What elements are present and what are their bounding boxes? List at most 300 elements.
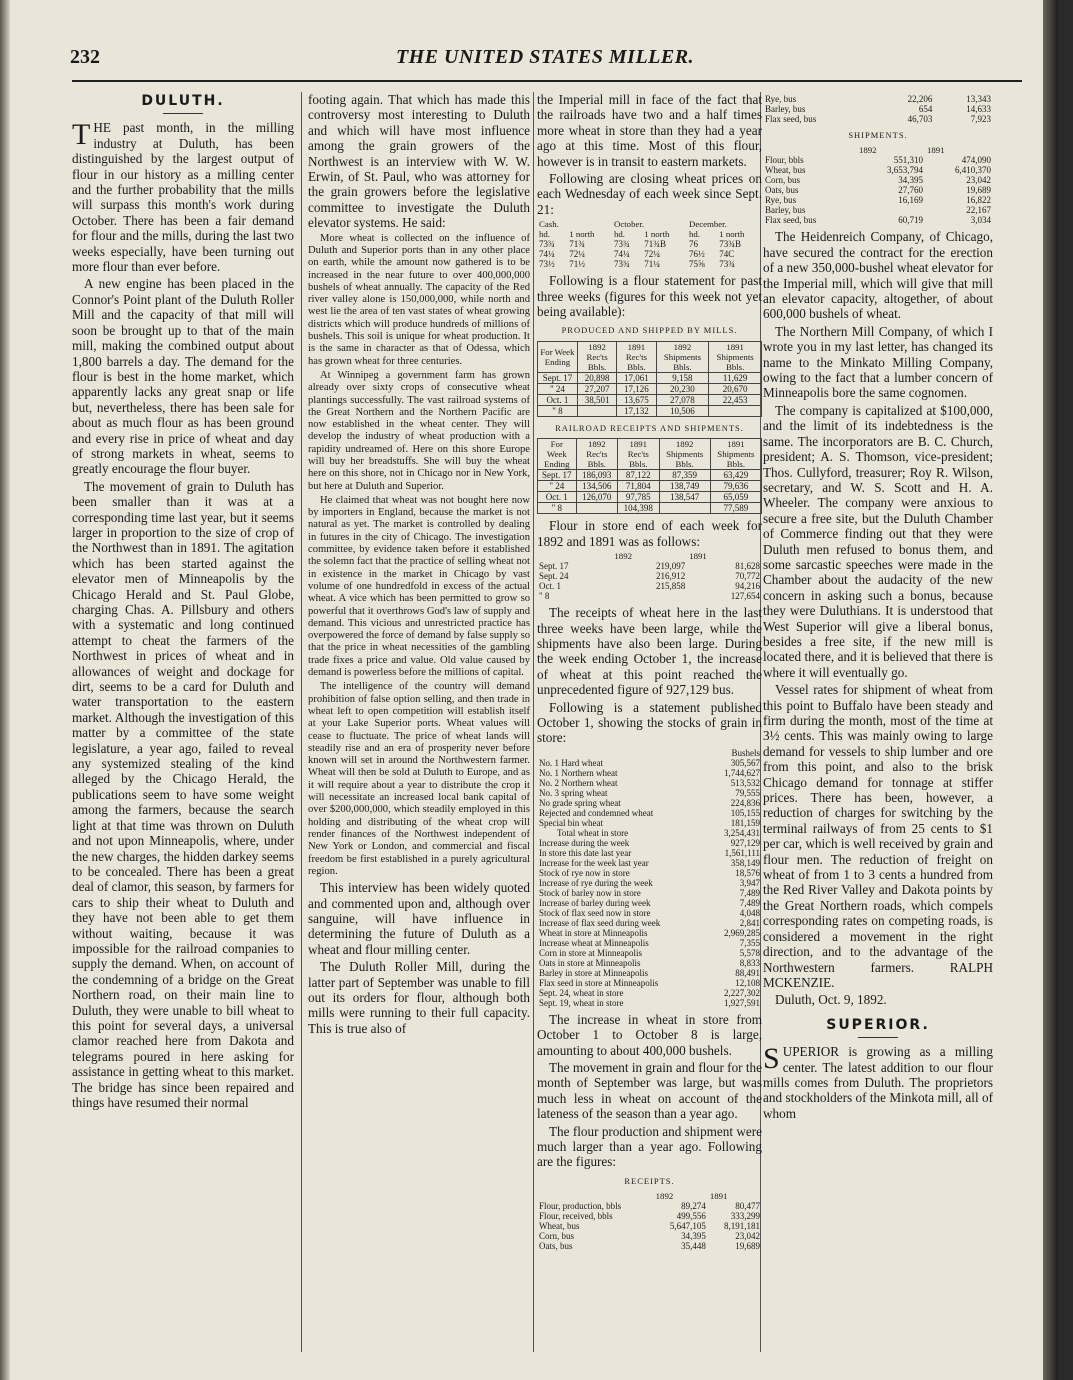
- table-row: [537, 838, 762, 848]
- table-cell: 333,299: [730, 1211, 760, 1222]
- table-row: [537, 908, 762, 918]
- prices-header: Cash.: [539, 219, 559, 230]
- table-header-cell: 1891 Shipments Bbls.: [709, 341, 762, 372]
- table-cell: 88,491: [735, 967, 760, 978]
- stocks-total-label: Total wheat in store: [557, 827, 629, 838]
- article-paragraph: The Heidenreich Company, of Chicago, have secured the contract for the erection of a new 350,000-bushel wheat elevator for the Imperial mill, which will give that mill an elevator capacity, altogether, of about 600,000 bushels of wheat.: [763, 229, 993, 322]
- table-row: [537, 768, 762, 778]
- table-cell: 76: [688, 239, 698, 250]
- table-cell: 80,477: [735, 1201, 760, 1212]
- table-cell: Barley, bus: [765, 205, 806, 216]
- table-cell: 74¼: [613, 249, 630, 260]
- table-cell: Oats, bus: [539, 1241, 573, 1252]
- table-row: [537, 878, 762, 888]
- article-paragraph: Following is a flour statement for past three weeks (figures for this week not yet being available):: [537, 273, 762, 320]
- table-cell: Rye, bus: [765, 195, 797, 206]
- table-cell: Wheat in store at Minneapolis: [539, 927, 648, 938]
- table-cell: 3,947: [739, 877, 760, 888]
- table-cell: " 24: [538, 481, 577, 492]
- table-cell: 1,927,591: [724, 997, 760, 1008]
- table-row: [537, 958, 762, 968]
- table-row: [537, 808, 762, 818]
- table-cell: 17,061: [617, 372, 656, 383]
- table-cell: 2,841: [739, 917, 760, 928]
- receipts-continued-table: [763, 94, 993, 124]
- table-cell: 215,858: [655, 581, 686, 592]
- table-cell: 927,129: [730, 837, 760, 848]
- table-row: [537, 948, 762, 958]
- article-paragraph: the Imperial mill in face of the fact that the railroads have two and a half times more wheat in store than they had a year ago at this time. Most of this flour, however is in transit to eastern markets.: [537, 92, 762, 169]
- table-cell: 138,749: [659, 481, 710, 492]
- section-heading-duluth: DULUTH.: [141, 93, 225, 109]
- table-row: [537, 778, 762, 788]
- article-paragraph: The movement of grain to Duluth has been smaller than it was at a corresponding time last year, but it seems larger in proportion to the size of crop of the Northwest than in 1891. The agitation which has been started against the elevator men of Minneapolis by the Chicago Herald and St. Paul Globe, charging Chas. A. Pillsbury and others with a systematic and long continued attempt to cheat the farmers of the Northwest in prices of wheat and in allowances of weight and dockage for dirt, seems to be a card for Duluth and water transportation to the eastern market. Although the investigation of this matter by a committee of the state legislature, a year ago, failed to reveal any systemized stealing of the kind alleged by the Chicago Herald, the publications seem to have some weight among the farmers, because the search light at that time was thrown on Duluth and not upon Minneapolis, where, under the new charges, the hidden darkey seems to be concealed. There has been a great deal of clamor, this season, by farmers for cars to ship their wheat to Duluth and they have not been able to get them without waiting, because it was impossible for the railroad companies to supply the demand. When, on account of the condemning of a bridge on the Great Northern road, on their main line to Duluth, they were unable to bill wheat to this point for several days, a universal clamor reached here from Dakota and telegrams poured in here asking for assistance in getting wheat to this market. The bridge has since been repaired and things have resumed their normal: [72, 478, 294, 1110]
- table-cell: Flax seed, bus: [765, 114, 817, 124]
- table-cell: Stock of rye now in store: [539, 867, 630, 878]
- stocks-unit: Bushels: [731, 747, 760, 758]
- column-1: [72, 92, 294, 1364]
- table-cell: " 8: [539, 591, 550, 602]
- table-cell: 105,155: [730, 807, 760, 818]
- railroad-table-title: RAILROAD RECEIPTS AND SHIPMENTS.: [555, 422, 744, 433]
- table-cell: 4,048: [739, 907, 760, 918]
- table-cell: No. 1 Hard wheat: [539, 757, 603, 768]
- table-cell: 7,489: [739, 897, 760, 908]
- running-title: THE UNITED STATES MILLER.: [395, 46, 695, 68]
- table-cell: Flour, bbls: [765, 155, 804, 166]
- table-header-cell: 1892: [655, 1191, 674, 1202]
- table-cell: 73½: [539, 259, 555, 270]
- table-row: [537, 1201, 762, 1211]
- article-paragraph: [763, 682, 993, 990]
- table-header-cell: For Week Ending: [538, 341, 578, 372]
- table-cell: 216,912: [655, 571, 686, 582]
- article-paragraph: A new engine has been placed in the Connor's Point plant of the Duluth Roller Mill and the capacity of that mill will soon be brought up to that of the main mill, making the combined output about 1,800 barrels a day. The demand for the flour is best in the home market, which apparently lacks any great snap or life but, nevertheless, there has been sale for about as much flour as has been ground and every rise in price of wheat and day of strong markets in wheat, seems to greatly encourage the flour buyer.: [72, 276, 294, 477]
- article-paragraph: Following is a statement published October 1, showing the stocks of grain in store:: [537, 699, 762, 746]
- table-cell: Increase for the week last year: [539, 857, 649, 868]
- table-cell: 18,576: [735, 867, 760, 878]
- table-cell: Flax seed in store at Minneapolis: [539, 977, 659, 988]
- table-row: [537, 758, 762, 768]
- table-header-cell: hd.: [688, 229, 700, 240]
- table-header-cell: [763, 145, 857, 155]
- table-header-cell: 1 north: [719, 229, 745, 240]
- table-cell: 6,410,370: [955, 165, 991, 176]
- table-cell: Special bin wheat: [539, 817, 603, 828]
- table-cell: 22,453: [709, 394, 762, 405]
- table-cell: 14,633: [966, 104, 991, 114]
- table-header-cell: 1891 Rec'ts Bbls.: [618, 439, 659, 470]
- table-cell: 8,833: [739, 957, 760, 968]
- table-cell: 72¼: [569, 249, 586, 260]
- table-cell: Flax seed, bus: [765, 215, 817, 226]
- table-cell: 87,359: [659, 470, 710, 481]
- table-cell: 75⅝: [688, 259, 705, 270]
- table-cell: 34,395: [898, 175, 923, 186]
- table-cell: No. 1 Northern wheat: [539, 767, 618, 778]
- table-cell: Increase of barley during week: [539, 897, 651, 908]
- table-cell: " 24: [538, 383, 578, 394]
- drop-cap: S: [763, 1042, 780, 1076]
- table-row: [763, 114, 993, 124]
- table-row: [537, 561, 762, 571]
- table-cell: Increase wheat at Minneapolis: [539, 937, 649, 948]
- table-cell: 474,090: [961, 155, 991, 166]
- table-cell: 17,132: [617, 405, 656, 416]
- flour-in-store-table: [537, 551, 762, 601]
- table-cell: Corn, bus: [539, 1231, 575, 1242]
- table-header-cell: 1892 Shipments Bbls.: [659, 439, 710, 470]
- table-row: [537, 898, 762, 908]
- table-cell: 305,567: [730, 757, 760, 768]
- table-cell: 22,167: [966, 205, 991, 216]
- author-signature: RALPH MCKENZIE.: [763, 959, 993, 990]
- column-4: [763, 92, 993, 1364]
- table-cell: 16,169: [898, 195, 923, 206]
- table-cell: 16,822: [966, 195, 991, 206]
- table-cell: 654: [918, 104, 933, 114]
- table-cell: 71¾: [569, 239, 586, 250]
- table-cell: 551,310: [893, 155, 923, 166]
- table-cell: Sept. 17: [539, 561, 569, 572]
- table-cell: " 8: [538, 503, 577, 514]
- page-header: [70, 46, 1020, 74]
- table-cell: 22,206: [907, 94, 933, 104]
- article-paragraph: footing again. That which has made this controversy most interesting to Duluth and which will have most influence among the grain growers of the Northwest is an interview with W. W. Erwin, of St. Paul, who was attorney for the grain growers before the legislative committee to investigate the Duluth elevator systems. He said:: [308, 92, 530, 231]
- table-row: [763, 205, 993, 215]
- table-row: [538, 492, 762, 503]
- article-paragraph: [763, 1044, 993, 1121]
- table-cell: 38,501: [577, 394, 616, 405]
- table-cell: 74C: [719, 249, 735, 260]
- table-cell: Corn in store at Minneapolis: [539, 947, 642, 958]
- article-paragraph: Following are closing wheat prices on each Wednesday of each week since Sept. 21:: [537, 171, 762, 217]
- table-header-cell: [537, 1191, 654, 1201]
- table-header-cell: 1 north: [569, 229, 595, 240]
- table-cell: 71½: [569, 259, 586, 270]
- table-header-row: [538, 341, 762, 372]
- table-cell: 513,532: [730, 777, 760, 788]
- table-cell: Increase of rye during the week: [539, 877, 653, 888]
- article-paragraph: The Duluth Roller Mill, during the latter part of September was unable to fill out its orders for flour, although both mills were running to their full capacity. This is true also of: [308, 959, 530, 1036]
- article-paragraph: The Northern Mill Company, of which I wrote you in my last letter, has changed its name to the Minkato Milling Company, owing to the fact that a lumber concern of Minneapolis bore the same cognomen.: [763, 323, 993, 401]
- table-row: [763, 94, 993, 104]
- table-cell: 74¼: [539, 249, 555, 260]
- table-cell: Flour, production, bbls: [539, 1201, 622, 1212]
- table-row: [537, 978, 762, 988]
- table-cell: 11,629: [709, 372, 762, 383]
- column-divider: [301, 92, 302, 1352]
- table-cell: Barley in store at Minneapolis: [539, 967, 648, 978]
- table-cell: 8,191,181: [724, 1221, 760, 1232]
- prices-header: December.: [688, 219, 727, 230]
- table-cell: 19,689: [966, 185, 991, 196]
- table-cell: Barley, bus: [765, 104, 806, 114]
- table-row: [763, 195, 993, 205]
- table-cell: 126,070: [576, 492, 617, 503]
- table-header-cell: 1892: [858, 145, 877, 156]
- table-cell: 13,343: [966, 94, 991, 104]
- table-cell: Sept. 24: [539, 571, 569, 582]
- table-row: [537, 928, 762, 938]
- table-cell: Stock of flax seed now in store: [539, 907, 651, 918]
- table-cell: 138,547: [659, 492, 710, 503]
- table-cell: Oats in store at Minneapolis: [539, 957, 641, 968]
- table-row: [537, 239, 762, 249]
- table-row: [537, 1241, 762, 1251]
- table-cell: Increase during the week: [539, 837, 630, 848]
- table-cell: 71,804: [618, 481, 659, 492]
- table-row: [537, 1211, 762, 1221]
- table-cell: 9,158: [656, 372, 709, 383]
- table-cell: 20,670: [709, 383, 762, 394]
- table-header-row: [537, 229, 762, 239]
- table-row: [763, 155, 993, 165]
- article-paragraph: The flour production and shipment were much larger than a year ago. Following are the figures:: [537, 1123, 762, 1170]
- table-cell: 73¾: [613, 259, 630, 270]
- table-row: [538, 503, 762, 514]
- table-cell: 10,506: [656, 405, 709, 416]
- produced-table-title: PRODUCED AND SHIPPED BY MILLS.: [561, 325, 738, 336]
- table-row: [763, 215, 993, 225]
- table-cell: 5,578: [739, 947, 760, 958]
- table-cell: 20,230: [656, 383, 709, 394]
- receipts-table: [537, 1191, 762, 1251]
- table-header-cell: 1892 Shipments Bbls.: [656, 341, 709, 372]
- table-header-cell: For Week Ending: [538, 439, 577, 470]
- table-cell: 3,653,794: [886, 165, 923, 176]
- table-cell: [857, 205, 925, 215]
- header-rule: [72, 80, 1022, 82]
- table-header-cell: 1891 Shipments Bbls.: [710, 439, 761, 470]
- table-cell: 219,097: [655, 561, 686, 572]
- table-header-cell: 1 north: [644, 229, 670, 240]
- table-cell: [659, 503, 710, 514]
- table-row: [537, 858, 762, 868]
- table-row: [538, 481, 762, 492]
- table-cell: Oct. 1: [538, 394, 578, 405]
- table-cell: Wheat, bus: [539, 1221, 580, 1232]
- shipments-table: [763, 145, 993, 225]
- table-cell: [612, 591, 687, 601]
- dateline: Duluth, Oct. 9, 1892.: [775, 992, 887, 1008]
- article-paragraph: The movement in grain and flour for the month of September was large, but was much less in wheat on account of the lateness of the season than a year ago.: [537, 1059, 762, 1122]
- table-cell: 60,719: [898, 215, 923, 226]
- table-cell: 81,628: [735, 561, 760, 572]
- table-header-cell: 1891: [689, 551, 707, 562]
- table-cell: 89,274: [681, 1201, 706, 1212]
- table-header-row: [763, 145, 993, 155]
- table-row: [538, 383, 762, 394]
- table-cell: Oct. 1: [538, 492, 577, 503]
- table-cell: 358,149: [730, 857, 760, 868]
- table-cell: 7,355: [739, 937, 760, 948]
- produced-shipped-table: [537, 341, 762, 417]
- paragraph-text: UPERIOR is growing as a milling center. The latest addition to our flour mills comes from Duluth. The proprietors and stockholders of the Minkota mill, all of whom: [763, 1044, 993, 1121]
- table-cell: 71¾B: [644, 239, 667, 250]
- table-cell: Sept. 17: [538, 470, 577, 481]
- table-row: [537, 888, 762, 898]
- article-paragraph: The increase in wheat in store from October 1 to October 8 is large, amounting to about 400,000 bushels.: [537, 1011, 762, 1058]
- table-cell: 224,836: [730, 797, 760, 808]
- quoted-paragraph: The intelligence of the country will demand prohibition of false option selling, and then trade in wheat left to open competition will establish itself at your Lake Superior ports. Wheat values will cease to fluctuate. The price of wheat lands will steadily rise and an era of prosperity never before known will set in around the Northwestern farmer. Wheat will then be sold at Duluth to Europe, and as it will require about a year to distribute the crop it will necessitate an increased local bank capital of over $200,000,000, which steadily employed in this holding and distributing of the wheat crop will render finances of the Northwest independent of New York or London, and commercial and fiscal freedom be first established in a purely agricultural region.: [308, 681, 530, 877]
- table-cell: Corn, bus: [765, 175, 801, 186]
- table-cell: 20,898: [577, 372, 616, 383]
- table-cell: No. 2 Northern wheat: [539, 777, 618, 788]
- table-cell: 79,636: [710, 481, 761, 492]
- heading-rule: [858, 1037, 898, 1038]
- table-cell: Rejected and condemned wheat: [539, 807, 654, 818]
- table-header-row: [538, 439, 762, 470]
- quoted-paragraph: He claimed that wheat was not bought here now by importers in England, because the market is not natural as yet. The market is controlled by dealing in futures in the city of Chicago. The investigation committee, by evidence taken before it established the solemn fact that the practice of selling wheat not in existence in the market in Chicago by vast volume of one hundredfold in excess of the actual wheat. A vice which has been permitted to grow so powerful that it overthrows God's law of supply and demand. This vicious and unrestricted practice has overpowered the force of demand by false supply so that the price in wheat necessities of the gambling trade fixes a price and value. Old value caused by demand is powerless before the millions of capital.: [308, 494, 530, 679]
- table-cell: 127,654: [730, 591, 760, 602]
- table-cell: 1,561,111: [724, 847, 760, 858]
- article-paragraph: Flour in store end of each week for 1892 and 1891 was as follows:: [537, 518, 762, 549]
- table-header-row: [537, 1191, 762, 1201]
- table-row: [537, 249, 762, 259]
- table-cell: 3,034: [970, 215, 991, 226]
- table-cell: Rye, bus: [765, 94, 797, 104]
- table-row: [537, 1231, 762, 1241]
- table-cell: Increase of flax seed during week: [539, 917, 661, 928]
- prices-header: October.: [613, 219, 645, 230]
- column-3: [537, 92, 762, 1364]
- section-heading-superior: SUPERIOR.: [826, 1016, 930, 1033]
- paragraph-text: Vessel rates for shipment of wheat from this point to Buffalo have been steady and firm during the month, most of the time at 3½ cents. This was mainly owing to large demand for vessels to ship lumber and ore from this point, and also to the brisk Chicago demand for tonnage at stiffer prices. There has been, however, a reduction of charges for switching by the terminal railways of from 25 cents to $1 per car, which is well received by grain and flour men. The reduction of freight on wheat of from 1 to 3 cents a hundred from the Red River Valley and Dakota points by the Great Northern roads, which compels corresponding rates on competing roads, is considered a movement in the right direction, and to the advantage of the Northwestern farmers.: [763, 682, 993, 975]
- table-header-cell: [537, 551, 612, 561]
- table-header-cell: 1891 Rec'ts Bbls.: [617, 341, 656, 372]
- table-cell: 134,506: [576, 481, 617, 492]
- table-row: [537, 848, 762, 858]
- stocks-total-value: 3,254,431: [724, 827, 760, 838]
- table-header-cell: 1892: [614, 551, 632, 562]
- table-cell: 2,227,302: [724, 987, 760, 998]
- table-cell: Stock of barley now in store: [539, 887, 641, 898]
- table-cell: 35,448: [681, 1241, 706, 1252]
- table-cell: 186,093: [576, 470, 617, 481]
- table-row: [763, 175, 993, 185]
- table-cell: 76½: [688, 249, 705, 260]
- shipments-table-title: SHIPMENTS.: [848, 130, 908, 140]
- table-cell: 13,675: [617, 394, 656, 405]
- table-header-cell: hd.: [539, 229, 550, 240]
- table-row: [538, 394, 762, 405]
- table-row: [537, 988, 762, 998]
- table-cell: Wheat, bus: [765, 165, 806, 176]
- table-cell: 19,689: [735, 1241, 760, 1252]
- table-cell: 2,969,285: [724, 927, 760, 938]
- heading-rule: [163, 113, 203, 114]
- table-cell: 12,108: [735, 977, 760, 988]
- table-cell: 7,923: [970, 114, 991, 124]
- table-cell: 46,703: [907, 114, 933, 124]
- column-2: [308, 92, 530, 1364]
- table-cell: 499,556: [676, 1211, 706, 1222]
- table-row: [537, 938, 762, 948]
- table-header-cell: 1892 Rec'ts Bbls.: [577, 341, 616, 372]
- table-cell: 27,760: [898, 185, 923, 196]
- table-cell: Sept. 24, wheat in store: [539, 987, 624, 998]
- table-row: [537, 571, 762, 581]
- table-cell: 181,159: [730, 817, 760, 828]
- quoted-paragraph: More wheat is collected on the influence of Duluth and Superior ports than in any other place on earth, while the amount now gathered is to be increased in the near future to over 400,000,000 bushels of wheat annually. The capacity of the Red river valley alone is 150,000,000, while north and west lie the area of ten vast states of wheat growing districts which will produce hundreds of millions of bushels. This soil is unique for wheat production. It is the same in character as that of Odessa, which has grown wheat for three centuries.: [308, 232, 530, 367]
- table-row: [537, 259, 762, 269]
- article-paragraph: This interview has been widely quoted and commented upon and, although over sanguine, will have influence in determining the future of Duluth as a wheat and flour milling center.: [308, 880, 530, 957]
- table-row: [538, 405, 762, 416]
- table-row: [763, 185, 993, 195]
- table-row: [537, 581, 762, 591]
- table-cell: " 8: [538, 405, 578, 416]
- table-row: [537, 1221, 762, 1231]
- table-row: [537, 818, 762, 828]
- page-binding-edge: [1043, 0, 1058, 1380]
- table-cell: 65,059: [710, 492, 761, 503]
- table-cell: In store this date last year: [539, 847, 632, 858]
- table-cell: 73¾: [719, 259, 735, 270]
- table-cell: 73¾: [539, 239, 555, 250]
- table-cell: Oats, bus: [765, 185, 799, 196]
- table-cell: 27,207: [577, 383, 616, 394]
- drop-cap: T: [72, 118, 91, 152]
- table-cell: 73¾: [613, 239, 630, 250]
- table-cell: 97,785: [618, 492, 659, 503]
- quoted-paragraph: At Winnipeg a government farm has grown already over sixty crops of consecutive wheat plantings successfully. The vast railroad systems of the Great Northern and the Northern Pacific are now established in the wheat center. They will develop the industry of wheat production with a rapidity undreamed of. Here on this shore Europe will buy her breadstuffs. She will buy the wheat here on this shore, not in Chicago nor in New York, but here at Duluth and Superior.: [308, 369, 530, 492]
- table-cell: No. 3 spring wheat: [539, 787, 608, 798]
- table-cell: 23,042: [735, 1231, 760, 1242]
- table-header-cell: 1891: [926, 145, 945, 156]
- page-number: 232: [70, 46, 100, 68]
- railroad-receipts-table: [537, 438, 762, 514]
- table-cell: [577, 405, 616, 416]
- table-cell: 87,122: [618, 470, 659, 481]
- table-row: [537, 868, 762, 878]
- table-cell: 1,744,627: [724, 767, 760, 778]
- table-cell: 71¼: [644, 259, 660, 270]
- table-row: [763, 165, 993, 175]
- table-header-cell: 1892 Rec'ts Bbls.: [576, 439, 617, 470]
- table-cell: 27,078: [656, 394, 709, 405]
- table-cell: 17,126: [617, 383, 656, 394]
- table-header-cell: hd.: [613, 229, 625, 240]
- table-row: [537, 998, 762, 1008]
- table-row: [537, 918, 762, 928]
- table-cell: Flour, received, bbls: [539, 1211, 613, 1222]
- page-left-edge: [0, 0, 10, 1380]
- table-cell: 94,216: [735, 581, 760, 592]
- table-cell: [576, 503, 617, 514]
- table-row: [763, 104, 993, 114]
- table-cell: 34,395: [681, 1231, 706, 1242]
- table-header-row: [537, 551, 762, 561]
- table-row: [537, 788, 762, 798]
- article-paragraph: The receipts of wheat here in the last three weeks have been large, while the shipments have also been large. During the week ending October 1, the increase of wheat at this point reached the unprecedented figure of 927,129 bus.: [537, 605, 762, 698]
- table-cell: 79,555: [735, 787, 760, 798]
- table-cell: 70,772: [735, 571, 760, 582]
- table-cell: Oct. 1: [539, 581, 561, 592]
- table-cell: 77,589: [710, 503, 761, 514]
- table-cell: [709, 405, 762, 416]
- table-row: [537, 968, 762, 978]
- table-cell: No grade spring wheat: [539, 797, 621, 808]
- table-row: [538, 470, 762, 481]
- table-cell: 73¾B: [719, 239, 741, 250]
- table-cell: 5,647,105: [669, 1221, 706, 1232]
- table-row: [538, 372, 762, 383]
- table-row: [537, 798, 762, 808]
- paragraph-text: HE past month, in the milling industry at Duluth, has been distinguished by the largest output of flour in our history as a milling center and the further probability that the mills will surpass this month's work during October. There has been a fair demand for flour and the mills, during the last two weeks especially, have been turning out more flour than ever before.: [72, 120, 294, 275]
- table-header-cell: 1891: [709, 1191, 728, 1202]
- wheat-prices-table: [537, 219, 762, 269]
